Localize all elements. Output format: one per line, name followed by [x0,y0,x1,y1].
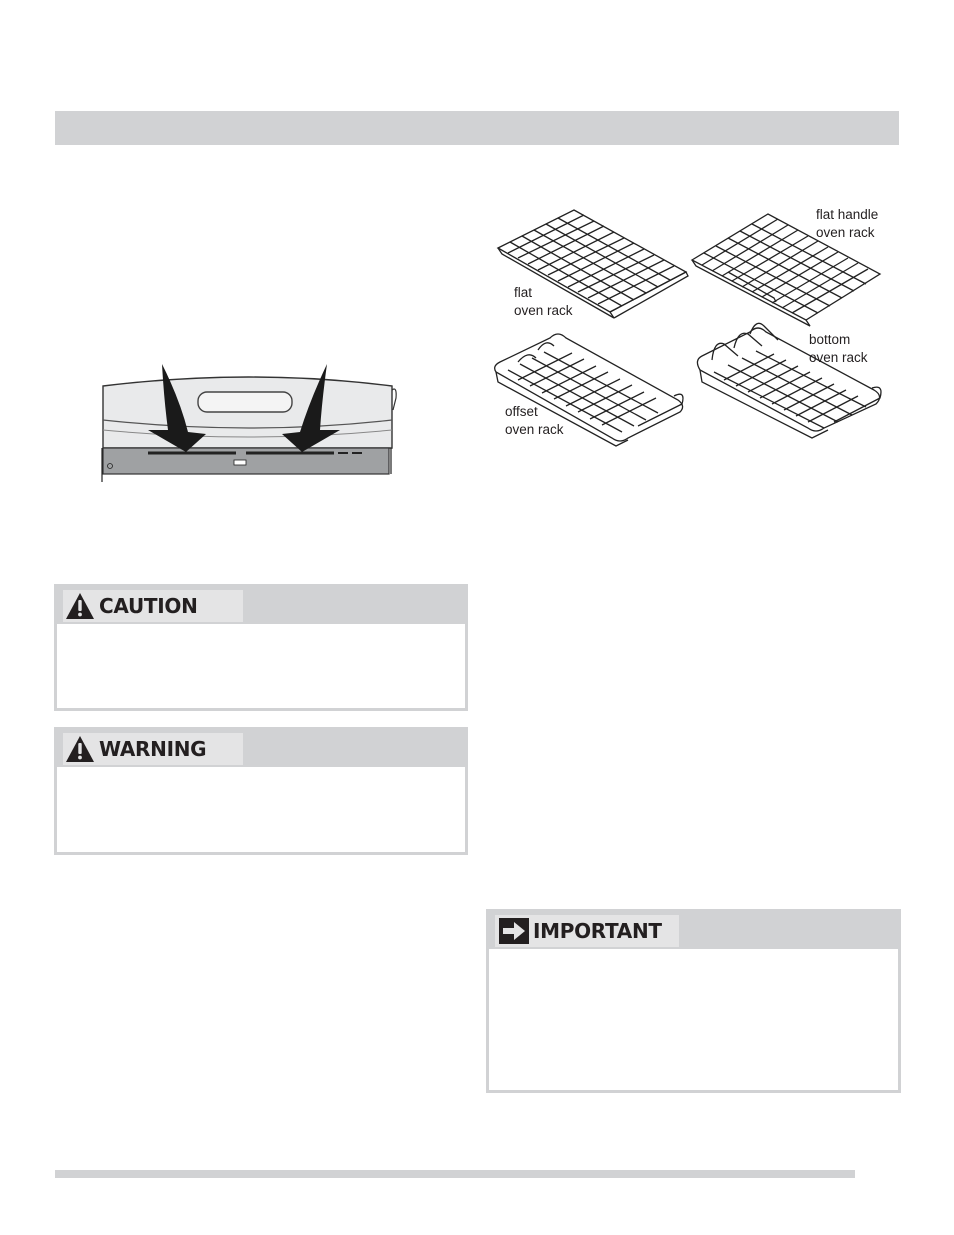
warning-label: WARNING [99,737,207,761]
section-header-bar [55,111,899,145]
important-notice [486,909,901,1093]
warning-notice [54,727,468,855]
rack-label-flat-handle: flat handle oven rack [816,207,879,240]
important-tab [495,915,679,947]
rack-label-offset: offset oven rack [505,404,564,437]
footer-bar [55,1170,855,1178]
warning-triangle-icon [65,592,95,620]
important-header [489,912,898,949]
warning-header [57,730,465,767]
caution-notice [54,584,468,711]
warning-tab [63,733,243,765]
important-label: IMPORTANT [533,919,662,943]
caution-label: CAUTION [99,594,198,618]
warning-triangle-icon [65,735,95,763]
caution-header [57,587,465,624]
rack-label-bottom: bottom oven rack [809,332,868,365]
oven-vent-illustration [100,360,402,482]
arrow-right-icon [499,918,529,944]
caution-tab [63,590,243,622]
rack-label-flat: flat oven rack [514,285,573,318]
